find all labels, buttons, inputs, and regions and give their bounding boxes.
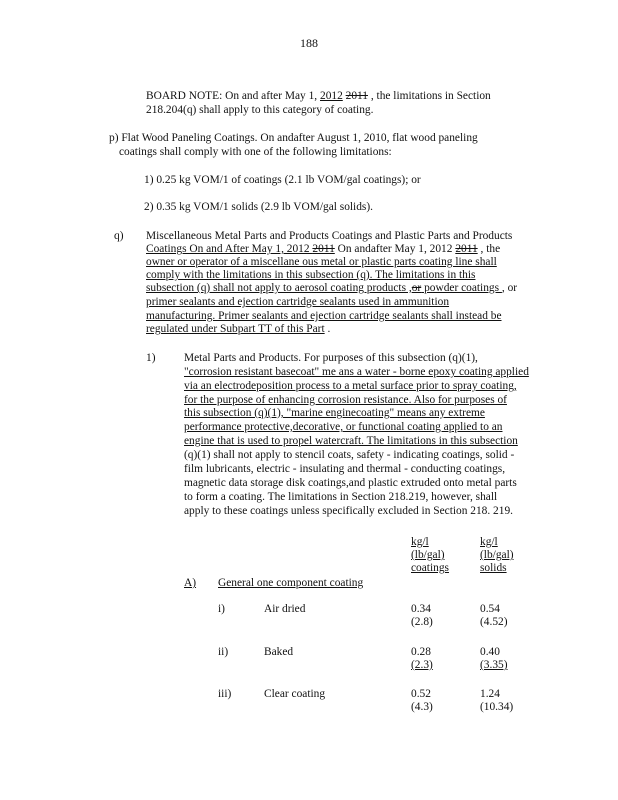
para-q-line-4: comply with the limitations in this subsection (q). The limitations in this: [146, 269, 476, 281]
table-row-1-solids-lb: (4.52): [480, 616, 508, 628]
table-row-1-solids: 0.54: [480, 603, 500, 615]
table-row-1-coatings: 0.34: [411, 603, 431, 615]
para-q-l2-c: , the: [477, 243, 501, 255]
para-q-line-1: Miscellaneous Metal Parts and Products Coatings and Plastic Parts and Products: [146, 230, 513, 242]
para-q-l2-a: Coatings On and After May 1, 2012: [146, 243, 313, 255]
col-coatings-unit-2: (lb/gal): [411, 549, 445, 561]
col-solids-unit-2: (lb/gal): [480, 549, 514, 561]
para-q-line-2: [146, 243, 500, 256]
para-q1-line-2: "corrosion resistant basecoat" me ans a water - borne epoxy coating applied: [184, 366, 529, 378]
para-q-l2-deleted: 2011: [312, 243, 335, 255]
table-row-2-coatings: 0.28: [411, 646, 431, 658]
para-q1-line-9: film lubricants, electric - insulating and thermal - conducting coatings,: [184, 463, 506, 475]
para-q1-line-12: apply to these coatings unless specifically excluded in Section 218. 219.: [184, 505, 513, 517]
col-coatings-unit-1: kg/l: [411, 536, 429, 548]
para-q-l2-deleted-2: 2011: [455, 243, 478, 255]
para-q1-label: 1): [146, 352, 156, 364]
para-q-line-5: [146, 282, 517, 295]
table-row-3-solids: 1.24: [480, 688, 500, 700]
para-q1-line-8: (q)(1) shall not apply to stencil coats, safety - indicating coatings, solid -: [184, 449, 515, 461]
para-q-line-3: owner or operator of a miscellane ous metal or plastic parts coating line shall: [146, 256, 497, 268]
table-row-3-name: Clear coating: [264, 688, 326, 700]
col-solids-label: solids: [480, 562, 507, 574]
para-q1-line-6: performance protective,decorative, or functional coating applied to an: [184, 421, 503, 433]
board-note-text-a: BOARD NOTE: On and after May 1,: [146, 90, 320, 102]
table-section-heading: General one component coating: [218, 577, 364, 589]
para-q1-line-4: for the purpose of enhancing corrosion resistance. Also for purposes of: [184, 394, 507, 406]
para-q-l2-b: On andafter May 1, 2012: [334, 243, 456, 255]
table-row-3-num: iii): [218, 688, 232, 700]
table-section-label: A): [184, 577, 197, 589]
para-q1-line-1: Metal Parts and Products. For purposes of this subsection (q)(1),: [184, 352, 478, 364]
col-coatings-label: coatings: [411, 562, 449, 574]
board-note-text-c: , the limitations in Section: [368, 90, 491, 102]
table-row-2-num: ii): [218, 646, 229, 658]
para-q-l5-deleted: or: [411, 282, 422, 294]
para-q1-line-11: to form a coating. The limitations in Section 218.219, however, shall: [184, 491, 498, 503]
para-q-l5-c: , or: [501, 282, 518, 294]
para-q1-line-10: magnetic data storage disk coatings,and plastic extruded onto metal parts: [184, 477, 517, 489]
table-row-3-coatings: 0.52: [411, 688, 431, 700]
board-note-line-1: [146, 90, 491, 103]
para-p-item-1: 1) 0.25 kg VOM/1 of coatings (2.1 lb VOM/gal coatings); or: [144, 174, 421, 186]
para-q1-line-5: this subsection (q)(1), "marine enginecoating" means any extreme: [184, 407, 485, 419]
para-q-l8-text: regulated under Subpart TT of this Part: [146, 323, 325, 335]
table-row-1-name: Air dried: [264, 603, 306, 615]
para-q-label: q): [114, 230, 124, 242]
para-q-l5-a: subsection (q) shall not apply to aerosol coating products ,: [146, 282, 412, 294]
para-p-line-2: coatings shall comply with one of the following limitations:: [119, 146, 392, 158]
para-q-l8-end: .: [324, 323, 331, 335]
table-row-2-solids-lb: (3.35): [480, 659, 508, 671]
para-p-line-1: p) Flat Wood Paneling Coatings. On andafter August 1, 2010, flat wood paneling: [109, 132, 478, 144]
board-note-inserted-year: 2012: [320, 90, 343, 102]
para-q-line-7: manufacturing. Primer sealants and ejection cartridge sealants shall instead be: [146, 310, 502, 322]
table-row-3-solids-lb: (10.34): [480, 701, 514, 713]
para-q-line-6: primer sealants and ejection cartridge sealants used in ammunition: [146, 296, 450, 308]
table-row-1-coatings-lb: (2.8): [411, 616, 433, 628]
table-row-2-name: Baked: [264, 646, 294, 658]
para-q-line-8: [146, 323, 330, 336]
board-note-deleted-year: 2011: [345, 90, 368, 102]
para-q1-line-7: engine that is used to propel watercraft. The limitations in this subsection: [184, 435, 518, 447]
table-row-1-num: i): [218, 603, 225, 615]
table-row-2-coatings-lb: (2.3): [411, 659, 433, 671]
para-p-item-2: 2) 0.35 kg VOM/1 solids (2.9 lb VOM/gal solids).: [144, 201, 373, 213]
para-q1-line-3: via an electrodeposition process to a metal surface prior to spray coating,: [184, 380, 517, 392]
board-note-line-2: 218.204(q) shall apply to this category of coating.: [146, 104, 374, 116]
page-number: 188: [300, 36, 318, 50]
table-row-3-coatings-lb: (4.3): [411, 701, 433, 713]
table-row-2-solids: 0.40: [480, 646, 500, 658]
col-solids-unit-1: kg/l: [480, 536, 498, 548]
para-q-l5-b: powder coatings: [421, 282, 502, 294]
